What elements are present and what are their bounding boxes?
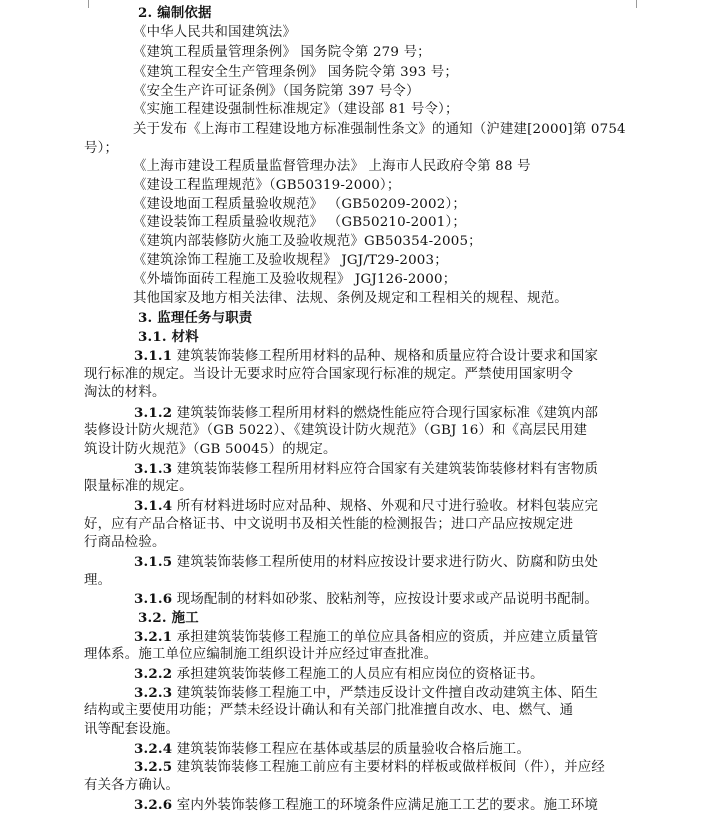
clause-number: 3.1.3 [134, 461, 173, 477]
text-line: 好，应有产品合格证书、中文说明书及相关性能的检测报告；进口产品应按规定进 [84, 517, 574, 532]
text-line: 3.1. 材料 [138, 329, 199, 345]
clause-text: 承担建筑装饰装修工程施工的单位应具备相应的资质，并应建立质量管 [172, 630, 599, 645]
text-line: 《建筑内部装修防火施工及验收规范》GB50354-2005； [133, 234, 482, 249]
clause-text: 建筑装饰装修工程所使用的材料应按设计要求进行防火、防腐和防虫处 [172, 555, 599, 570]
text-line: 《建筑涂饰工程施工及验收规程》 JGJ/T29-2003； [133, 253, 448, 268]
clause-number: 3.2.2 [134, 666, 173, 682]
text-line: 有关各方确认。 [84, 778, 180, 793]
clause-number: 3.1.4 [134, 498, 173, 514]
text-line: 《安全生产许可证条例》（国务院第 397 号令） [133, 84, 420, 99]
clause-number: 3.2.3 [134, 685, 173, 701]
clause-text: 室内外装饰装修工程施工的环境条件应满足施工工艺的要求。施工环境 [172, 798, 599, 813]
text-line [0, 665, 717, 683]
clause-number: 3.1.2 [134, 405, 173, 421]
clause-number: 3.2.6 [134, 797, 173, 813]
clause-number: 3.1.5 [134, 554, 173, 570]
text-line [0, 628, 717, 646]
clause-text: 建筑装饰装修工程应在基体或基层的质量验收合格后施工。 [172, 742, 531, 757]
text-line [0, 404, 717, 422]
clause-text: 现场配制的材料如砂浆、胶粘剂等，应按设计要求或产品说明书配制。 [172, 592, 599, 607]
clause-number: 3.1.6 [134, 591, 173, 607]
text-line: 理体系。施工单位应编制施工组织设计并应经过审查批准。 [84, 647, 438, 662]
text-line [0, 758, 717, 776]
clause-text: 建筑装饰装修工程施工前应有主要材料的样板或做样板间（件），并应经 [172, 760, 605, 775]
clause-text: 建筑装饰装修工程所用材料应符合国家有关建筑装饰装修材料有害物质 [172, 462, 599, 477]
text-line: 筑设计防火规范》（GB 50045）的规定。 [84, 442, 337, 457]
text-line: 《外墙饰面砖工程施工及验收规程》 JGJ126-2000； [133, 272, 457, 287]
text-line [0, 347, 717, 365]
text-line [0, 553, 717, 571]
clause-number: 3.2.4 [134, 741, 173, 757]
text-line: 《建筑工程安全生产管理条例》 国务院令第 393 号； [133, 65, 458, 80]
text-line: 《实施工程建设强制性标准规定》（建设部 81 号令）； [133, 102, 459, 117]
clause-text: 所有材料进场时应对品种、规格、外观和尺寸进行验收。材料包装应完 [172, 499, 599, 514]
text-line: 讯等配套设施。 [84, 722, 180, 737]
text-line [0, 460, 717, 478]
clause-text: 建筑装饰装修工程所用材料的燃烧性能应符合现行国家标准《建筑内部 [172, 406, 599, 421]
text-line: 理。 [84, 573, 112, 588]
text-line: 淘汰的材料。 [84, 385, 166, 400]
text-line: 2. 编制依据 [138, 5, 212, 21]
text-line: 3.2. 施工 [138, 610, 199, 626]
text-line: 《建设装饰工程质量验收规范》 （GB50210-2001）； [133, 215, 466, 230]
text-line: 关于发布《上海市工程建设地方标准强制性条文》的通知（沪建建[2000]第 0754 [133, 122, 626, 137]
text-line: 号）； [84, 141, 119, 156]
text-line: 结构或主要使用功能；严禁未经设计确认和有关部门批准擅自改水、电、燃气、通 [84, 703, 574, 718]
text-line: 《建设地面工程质量验收规范》 （GB50209-2002）； [133, 197, 466, 212]
text-line [0, 590, 717, 608]
text-line: 装修设计防火规范》（GB 5022）、《建筑设计防火规范》（GBJ 16）和《高层民用建 [84, 423, 588, 438]
clause-number: 3.2.1 [134, 629, 173, 645]
text-line: 其他国家及地方相关法律、法规、条例及规定和工程相关的规程、规范。 [133, 291, 568, 306]
text-line [0, 684, 717, 702]
clause-text: 承担建筑装饰装修工程施工的人员应有相应岗位的资格证书。 [172, 667, 544, 682]
text-line: 现行标准的规定。当设计无要求时应符合国家现行标准的规定。严禁使用国家明令 [84, 367, 574, 382]
text-line [0, 497, 717, 515]
text-line: 《建设工程监理规范》（GB50319-2000）； [133, 178, 401, 193]
text-line: 《中华人民共和国建筑法》 [133, 25, 297, 40]
text-line: 行商品检验。 [84, 535, 166, 550]
text-line [0, 740, 717, 758]
clause-number: 3.1.1 [134, 348, 173, 364]
text-line: 限量标准的规定。 [84, 479, 193, 494]
clause-text: 建筑装饰装修工程所用材料的品种、规格和质量应符合设计要求和国家 [172, 349, 599, 364]
text-line [0, 796, 717, 814]
text-line: 《建筑工程质量管理条例》 国务院令第 279 号； [133, 45, 431, 60]
text-line: 《上海市建设工程质量监督管理办法》 上海市人民政府令第 88 号 [133, 159, 531, 174]
clause-number: 3.2.5 [134, 759, 173, 775]
clause-text: 建筑装饰装修工程施工中，严禁违反设计文件擅自改动建筑主体、陌生 [172, 686, 599, 701]
text-line: 3. 监理任务与职责 [138, 310, 253, 326]
